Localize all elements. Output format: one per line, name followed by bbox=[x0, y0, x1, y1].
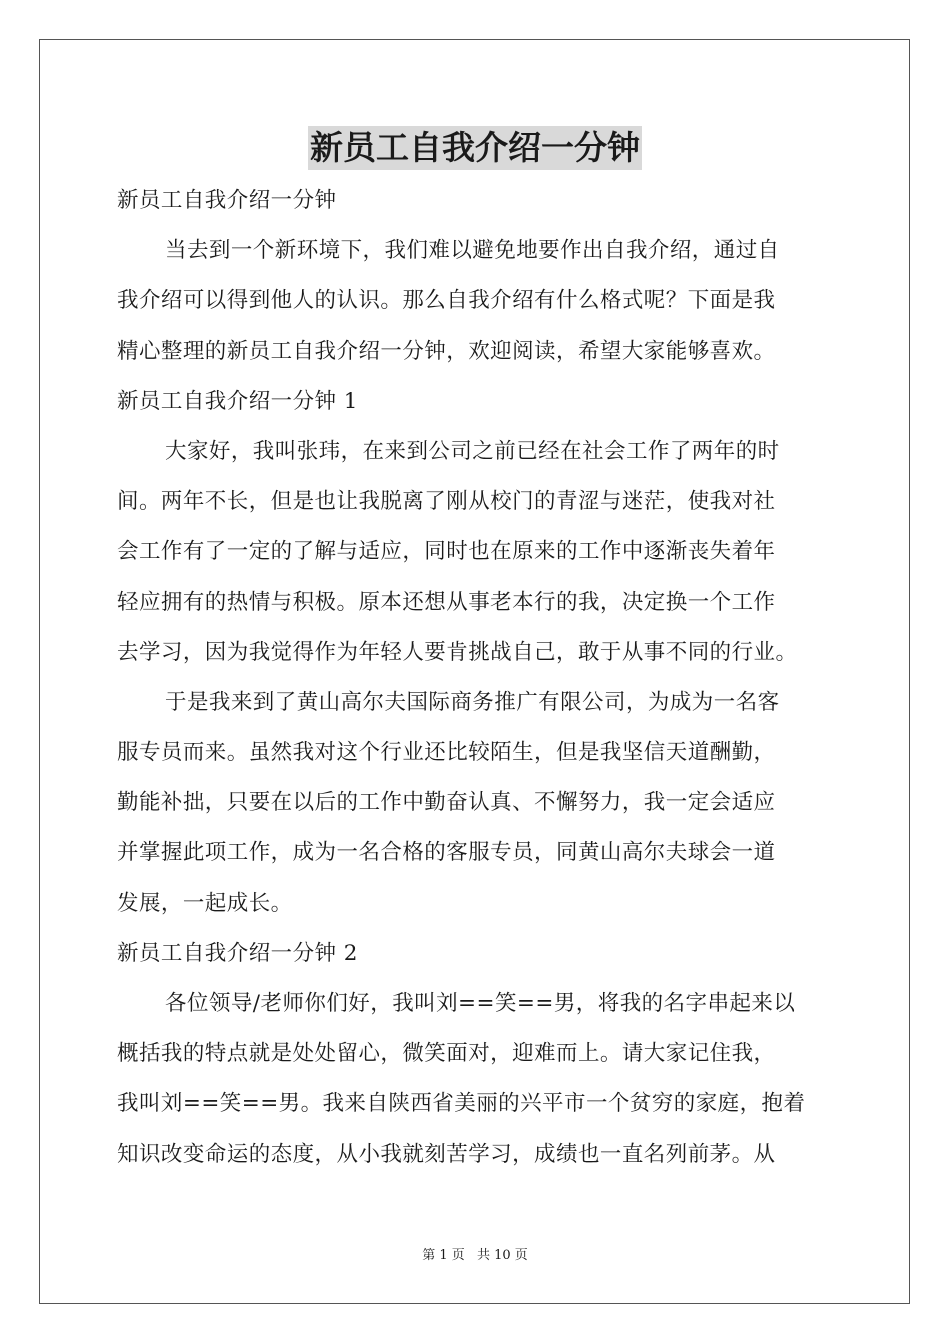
text-line: 间。两年不长，但是也让我脱离了刚从校门的青涩与迷茫，使我对社 bbox=[117, 489, 776, 515]
text-line: 当去到一个新环境下，我们难以避免地要作出自我介绍，通过自 bbox=[165, 238, 780, 264]
document-title-text: 新员工自我介绍一分钟 bbox=[308, 126, 642, 170]
page-footer bbox=[0, 1247, 950, 1265]
text-line: 各位领导/老师你们好，我叫刘==笑==男，将我的名字串起来以 bbox=[165, 991, 796, 1016]
text-line: 概括我的特点就是处处留心，微笑面对，迎难而上。请大家记住我， bbox=[117, 1041, 776, 1067]
text-line: 新员工自我介绍一分钟 1 bbox=[117, 388, 358, 414]
text-line: 新员工自我介绍一分钟 2 bbox=[117, 940, 358, 966]
text-line: 轻应拥有的热情与积极。原本还想从事老本行的我，决定换一个工作 bbox=[117, 589, 776, 615]
page-number: 第 1 页 bbox=[422, 1248, 465, 1263]
text-line: 会工作有了一定的了解与适应，同时也在原来的工作中逐渐丧失着年 bbox=[117, 539, 776, 565]
document-title bbox=[0, 126, 950, 170]
text-line: 我介绍可以得到他人的认识。那么自我介绍有什么格式呢？下面是我 bbox=[117, 288, 776, 314]
text-line: 去学习，因为我觉得作为年轻人要肯挑战自己，敢于从事不同的行业。 bbox=[117, 639, 798, 665]
text-line: 知识改变命运的态度，从小我就刻苦学习，成绩也一直名列前茅。从 bbox=[117, 1141, 776, 1167]
text-line: 并掌握此项工作，成为一名合格的客服专员，同黄山高尔夫球会一道 bbox=[117, 840, 776, 866]
text-line: 发展，一起成长。 bbox=[117, 890, 293, 916]
text-line: 大家好，我叫张玮，在来到公司之前已经在社会工作了两年的时 bbox=[165, 438, 780, 464]
text-line: 新员工自我介绍一分钟 bbox=[117, 188, 337, 213]
text-line: 勤能补拙，只要在以后的工作中勤奋认真、不懈努力，我一定会适应 bbox=[117, 790, 776, 816]
text-line: 精心整理的新员工自我介绍一分钟，欢迎阅读，希望大家能够喜欢。 bbox=[117, 338, 776, 364]
text-line: 我叫刘==笑==男。我来自陕西省美丽的兴平市一个贫穷的家庭，抱着 bbox=[117, 1091, 806, 1117]
document-body bbox=[117, 176, 839, 1180]
page-total: 共 10 页 bbox=[476, 1248, 528, 1263]
text-line: 于是我来到了黄山高尔夫国际商务推广有限公司，为成为一名客 bbox=[165, 689, 780, 715]
text-line: 服专员而来。虽然我对这个行业还比较陌生，但是我坚信天道酬勤， bbox=[117, 740, 776, 766]
